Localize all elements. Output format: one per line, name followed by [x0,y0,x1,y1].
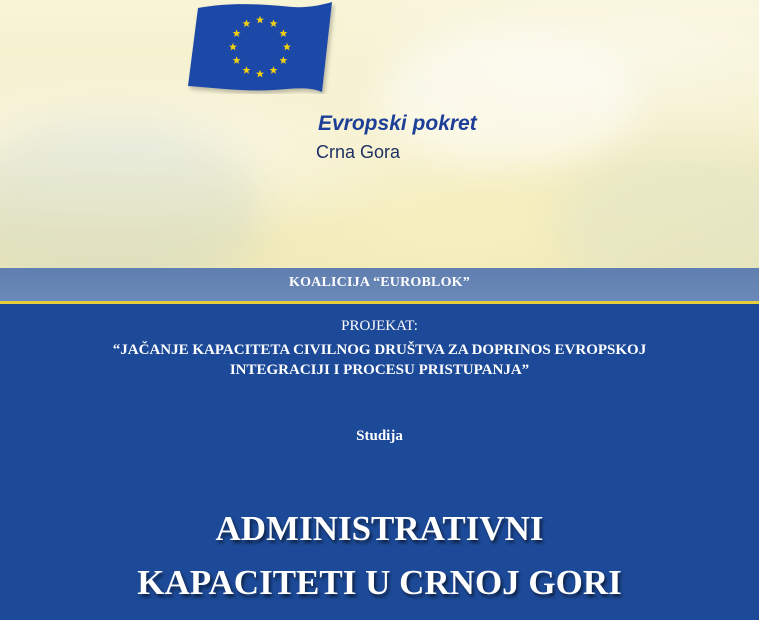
page-title [0,502,759,610]
coalition-label: KOALICIJA “EUROBLOK” [289,275,470,290]
page-title-line: ADMINISTRATIVNI [215,509,544,548]
org-name: Evropski pokret [318,112,477,135]
project-title-line: INTEGRACIJI I PROCESU PRISTUPANJA” [229,362,530,378]
cover-header [0,0,759,268]
coalition-bar [0,268,759,301]
background-haze [0,120,260,268]
background-haze [560,150,759,268]
org-subtitle: Crna Gora [316,142,401,162]
study-label: Studija [356,428,403,444]
project-title [60,340,699,380]
project-panel [0,304,759,620]
project-title-line: “JAČANJE KAPACITETA CIVILNOG DRUŠTVA ZA DOPRINOS EVROPSKOJ [112,342,647,358]
eu-flag-icon [186,2,336,94]
page-title-line: KAPACITETI U CRNOJ GORI [137,563,622,602]
project-label: PROJEKAT: [341,318,418,334]
background-haze [380,30,640,170]
